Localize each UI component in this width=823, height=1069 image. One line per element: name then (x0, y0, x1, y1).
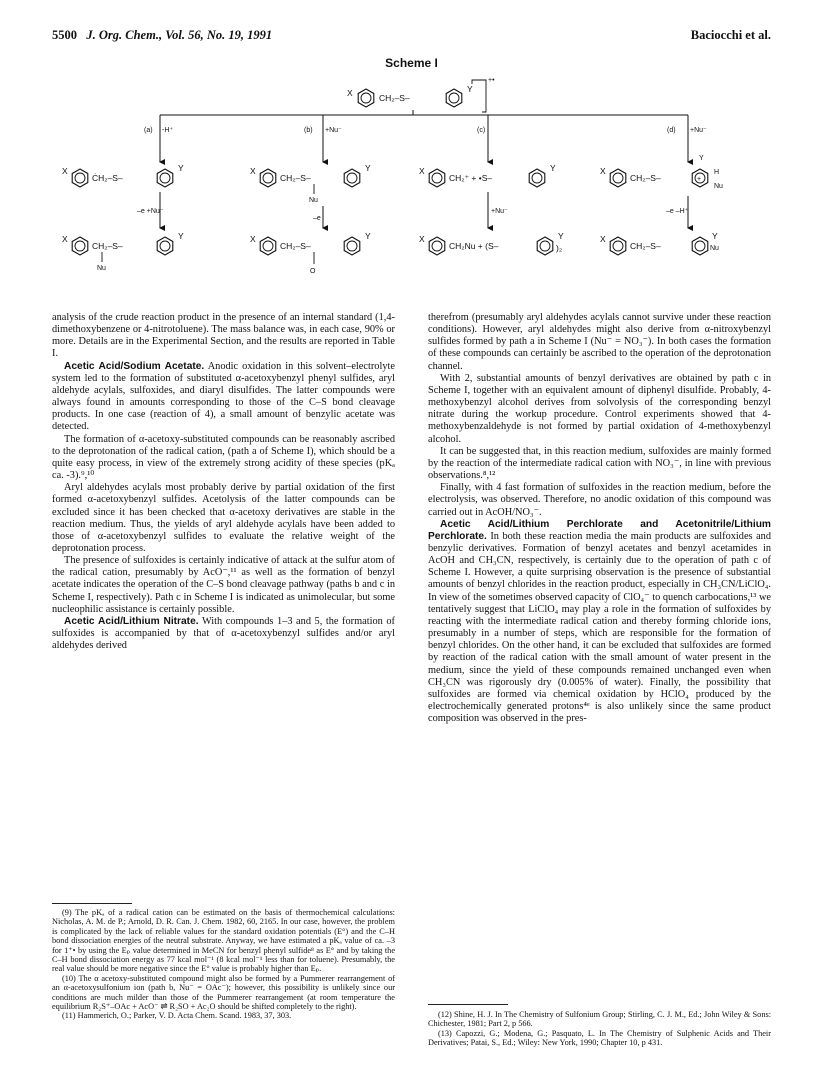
step-b-cond: –e (313, 215, 321, 222)
path-d-intermediate (600, 155, 723, 190)
svg-text:Nu: Nu (714, 183, 723, 190)
svg-text:X: X (250, 234, 256, 244)
paragraph: It can be suggested that, in this reaction medium, sulfoxides are mainly formed by the reaction of the intermediate radical cation with NO₃⁻, in line with previous observations.⁸,¹² (428, 445, 771, 482)
svg-text:X: X (419, 234, 425, 244)
svg-text:Nu: Nu (309, 197, 318, 204)
path-a-product (62, 231, 184, 272)
path-d-cond: +Nu⁻ (690, 127, 707, 134)
svg-text:X: X (419, 166, 425, 176)
svg-text:CH₂–S–: CH₂–S– (630, 173, 661, 183)
step-a-cond: –e +Nu⁻ (137, 208, 164, 215)
section-para-nitrate: Acetic Acid/Lithium Nitrate. With compounds 1–3 and 5, the formation of sulfoxides is accompanied by that of α-acetoxybenzyl sulfides and/or aryl aldehydes derived (52, 615, 395, 652)
path-b-product (250, 231, 371, 275)
svg-text:H: H (714, 169, 720, 176)
header-authors: Baciocchi et al. (690, 28, 771, 42)
svg-text:Y: Y (178, 163, 184, 173)
path-b-intermediate (250, 163, 371, 204)
path-a-label: (a) (144, 127, 153, 134)
section-para-perchlorate: Acetic Acid/Lithium Perchlorate and Acetonitrile/Lithium Perchlorate. In both these reaction media the main products are sulfoxides and benzylic derivatives. Formation of benzyl acetates and benzyl acetamides in AcOH and CH₃CN, respectively, is certainly due to the operation of path c of Scheme I. However, a quite surprising observation is the presence of substantial amounts of benzyl chlorides in the reaction product, especially in CH₃CN/LiClO₄. In view of the sometimes observed capacity of ClO₄⁻ to quench carbocations,¹³ we tentatively suggest that LiClO₄ may play a role in the formation of sulfoxides by reacting with the intermediate radical cation and thereby forming chloride ions, presumably in a number of steps, which are responsible for the formation of benzyl chlorides. On the other hand, it can be excluded that sulfoxides are formed by reaction of the radical cation with the small amount of water present in the medium, since the yield of these compounds remained unchanged even when CH₃CN was rigorously dry (0.005% of water). Finally, the possibility that sulfoxides are formed via chemical oxidation by HClO₄ produced by the electrochemically generated protons⁴ᵉ is also unlikely since the same product composition was observed in the pres- (428, 518, 772, 725)
paragraph: With 2, substantial amounts of benzyl derivatives are obtained by path c in Scheme I, together with an equivalent amount of diphenyl disulfide. Probably, 4-methoxybenzyl alcohol derives from solvolysis of the corresponding benzyl nitrate during the workup procedure. Control experiments showed that 4-methoxybenzaldehyde is not formed by partial oxidation of 4-methoxybenzyl alcohol. (428, 372, 771, 445)
path-d-label: (d) (667, 127, 676, 134)
section-para-acetate: Acetic Acid/Sodium Acetate. Anodic oxidation in this solvent–electrolyte system led to the formation of substituted α-acetoxybenzyl phenyl sulfides, aryl aldehyde acylals, sulfoxides, and diaryl disulfides. The latter compounds were always found in amounts corresponding to those of the C–S bond cleavage products. In one case (reaction of 4), a small amount of benzylic acetate was detected. (52, 360, 395, 433)
scheme-diagram (40, 70, 783, 302)
svg-text:Nu: Nu (710, 245, 719, 252)
path-c-product (419, 231, 564, 255)
svg-text:Y: Y (712, 231, 718, 241)
paragraph: Finally, with 4 fast formation of sulfoxides in the reaction medium, before the electrolysis, was observed. Therefore, no anodic oxidation of this compound was carried out in AcOH/NO₃⁻. (428, 482, 771, 518)
svg-text:Y: Y (699, 155, 704, 162)
svg-text:+: + (697, 176, 702, 183)
step-c-cond: +Nu⁻ (491, 208, 508, 215)
running-header (52, 28, 771, 44)
svg-text:CH₂⁺ + •S–: CH₂⁺ + •S– (449, 173, 493, 183)
paragraph: The formation of α-acetoxy-substituted compounds can be reasonably ascribed to the deprotonation of the radical cation, (path a of Scheme I), which should be a quite easy process, in view of the extremely strong acidity of these species (pKₐ ca. -3).⁹,¹⁰ (52, 433, 395, 482)
svg-text:CH₂–S–: CH₂–S– (280, 241, 311, 251)
footnote: (10) The α acetoxy-substituted compound might also be formed by a Pummerer rearrangement of an α-acetoxysulfonium ion (path b, Nu⁻ = OAc⁻); however, this possibility is unlikely since our conditions are much milder than those of the Pummerer rearrangement (at room temperature the equilibrium R₂S⁺–OAc + AcO⁻ ⇌ R₂SO + Ac₂O should be shifted completely to the right). (52, 973, 395, 1012)
left-column (52, 312, 395, 652)
svg-text:X: X (62, 234, 68, 244)
footnote-rule-right (428, 1004, 508, 1005)
footnotes-left (52, 908, 395, 1021)
svg-text:ĊH₂–S–: ĊH₂–S– (92, 173, 123, 183)
svg-text:CH₂–S–: CH₂–S– (630, 241, 661, 251)
svg-text:Y: Y (365, 163, 371, 173)
footnote: (11) Hammerich, O.; Parker, V. D. Acta Chem. Scand. 1983, 37, 303. (62, 1011, 292, 1021)
svg-text:CH₂–S–: CH₂–S– (280, 173, 311, 183)
svg-text:CH₂–S–: CH₂–S– (92, 241, 123, 251)
svg-text:X: X (250, 166, 256, 176)
svg-text:Nu: Nu (97, 265, 106, 272)
footnote: (12) Shine, H. J. In The Chemistry of Sulfonium Group; Stirling, C. J. M., Ed.; John Wiley & Sons: Chichester, 1981; Part 2, p 566. (428, 1010, 771, 1029)
path-c-label: (c) (477, 127, 486, 134)
path-a-cond: -H⁺ (162, 127, 174, 134)
footnotes-right (428, 1010, 771, 1048)
svg-text:Y: Y (365, 231, 371, 241)
right-column (428, 312, 771, 725)
paragraph: The presence of sulfoxides is certainly indicative of attack at the sulfur atom of the radical cation, presumably by AcO⁻,¹¹ as well as the formation of benzyl acetate indicates the operation of the C–S bond cleavage pathway (paths b and c in Scheme I, respectively). Path c in Scheme I is indicated as unimolecular, but some nucleophilic assistance is certainly possible. (52, 555, 395, 615)
label-y-top: Y (467, 84, 473, 94)
label-x-top: X (347, 88, 353, 98)
journal-volume: Vol. 56, No. 19, 1991 (165, 28, 273, 42)
svg-text:O: O (310, 268, 316, 275)
footnote: (13) Capozzi, G.; Modena, G.; Pasquato, L. In The Chemistry of Sulphenic Acids and Their Derivatives; Patai, S., Ed.; Wiley: New York, 1990; Chapter 10, p 431. (428, 1028, 771, 1048)
page-number: 5500 (52, 28, 77, 42)
radical-mark: +• (488, 77, 495, 84)
step-d-cond: –e –H⁺ (666, 208, 689, 215)
svg-text:)₂: )₂ (556, 243, 563, 253)
paragraph: therefrom (presumably aryl aldehydes acylals cannot survive under these reaction conditions). However, aryl aldehydes might also derive from α-nitroxybenzyl sulfides formed by path a in Scheme I (Nu⁻ = NO₃⁻). In both cases the formation of these compounds can certainly be ascribed to the operation of the deprotonation channel. (428, 312, 771, 372)
svg-text:Y: Y (550, 163, 556, 173)
svg-text:Y: Y (558, 231, 564, 241)
path-d-product (600, 231, 719, 255)
svg-text:X: X (600, 166, 606, 176)
svg-text:CH₂Nu + (S–: CH₂Nu + (S– (449, 241, 499, 251)
path-b-label: (b) (304, 127, 313, 134)
header-left (52, 28, 272, 43)
footnote-rule-left (52, 903, 132, 904)
footnote: (9) The pKₐ of a radical cation can be estimated on the basis of thermochemical calculations: Nicholas, A. M. de P.; Arnold, D. R. Can. J. Chem. 1982, 60, 2165. In our case, however, the problem is complicated by the lack of reliable values for the standard oxidation potentials (E°) and the C–H bond dissociation energies of the neutral substrate. Anyway, we have estimated a pKₐ value of ca. –3 for 1⁺• by using the Eₚ value determined in MeCN for benzyl phenyl sulfide⁸ as E° and by taking the C–H bond dissociation energy as 77 kcal mol⁻¹ (8 kcal mol⁻¹ less than for toluene). Presumably, the real value should be more negative since the E° value is probably higher than Eₚ. (52, 908, 395, 974)
journal-name: J. Org. Chem., (86, 28, 163, 42)
paragraph: analysis of the crude reaction product in the presence of an internal standard (1,4-dimethoxybenzene or 4-nitrotoluene). The mass balance was, in each case, 90% or more. Details are in the Experimental Section, and the results are reported in Table I. (52, 312, 395, 360)
path-a-intermediate (62, 163, 184, 187)
path-b-cond: +Nu⁻ (325, 127, 342, 134)
scheme-title: Scheme I (385, 56, 438, 70)
svg-text:X: X (600, 234, 606, 244)
svg-text:Y: Y (178, 231, 184, 241)
paragraph: Aryl aldehydes acylals most probably derive by partial oxidation of the first formed α-acetoxybenzyl sulfides. Acetolysis of the latter compounds can be excluded since it has been checked that α-acetoxy derivatives are stable in the reaction medium. Thus, the yields of aryl aldehyde acylals have been added to those of α-acetoxybenzyl sulfides to evaluate the relative weight of the deprotonation process. (52, 482, 395, 554)
label-ch2s-top: CH₂–S– (379, 93, 410, 103)
path-c-intermediate (419, 163, 556, 187)
svg-text:X: X (62, 166, 68, 176)
radical-cation-structure (347, 77, 495, 112)
